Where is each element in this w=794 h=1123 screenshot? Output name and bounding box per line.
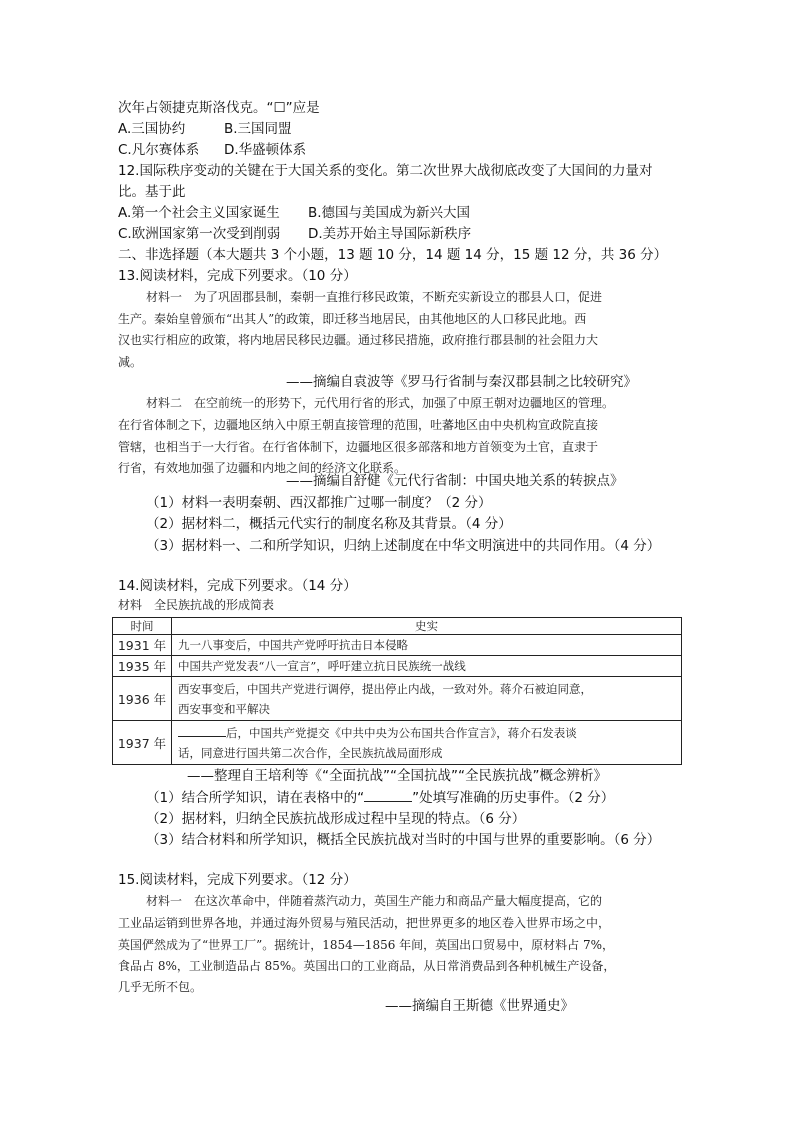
q15-source1: ——摘编自王斯德《世界通史》 [385, 998, 574, 1014]
q11-option-d[interactable]: D.华盛顿体系 [224, 142, 307, 158]
row-fact-line: 西安事变后，中国共产党进行调停，提出停止内战，一致对外。蒋介石被迫同意， [178, 681, 592, 696]
row-fact-text: 后，中国共产党提交《中共中央为公布国共合作宣言》，蒋介石发表谈 [226, 725, 577, 740]
q13-question3: （3）据材料一、二和所学知识，归纳上述制度在中华文明演进中的共同作用。（4 分） [146, 538, 661, 554]
q13-material2-line4: 行省，有效地加强了边疆和内地之间的经济文化联系。 [118, 461, 407, 475]
row-fact: 九一八事变后，中国共产党呼吁抗击日本侵略 [172, 635, 682, 656]
q11-option-b[interactable]: B.三国同盟 [224, 121, 292, 137]
table-header-row [113, 618, 682, 635]
q12-option-a[interactable]: A.第一个社会主义国家诞生 [118, 205, 280, 221]
table-row [113, 635, 682, 656]
q11-options-row1 [118, 119, 292, 139]
table-row [113, 677, 682, 721]
q14-question1-blank [364, 789, 412, 802]
table-row [113, 721, 682, 765]
q13-question1: （1）材料一表明秦朝、西汉都推广过哪一制度？（2 分） [146, 495, 492, 511]
q12-option-b[interactable]: B.德国与美国成为新兴大国 [308, 205, 471, 221]
table-row [113, 656, 682, 677]
q13-material1-line3: 汉也实行相应的政策，将内地居民移民边疆。通过移民措施，政府推行郡县制的社会阻力大 [118, 333, 599, 347]
q11-option-c[interactable]: C.凡尔赛体系 [118, 142, 200, 158]
q15-material1-line2: 工业品运销到世界各地，并通过海外贸易与殖民活动，把世界更多的地区卷入世界市场之中， [118, 916, 611, 930]
q12-option-d[interactable]: D.美苏开始主导国际新秩序 [308, 226, 472, 242]
q13-material1-line4: 减。 [118, 355, 143, 369]
q13-source2: ——摘编自舒健《元代行省制：中国央地关系的转捩点》 [286, 473, 624, 489]
q15-material1-line4: 食品占 8%，工业制造品占 85%。英国出口的工业商品，从日常消费品到各种机械生产设备， [118, 959, 616, 973]
q12-options-row1 [118, 203, 470, 223]
row-year: 1935 年 [113, 656, 172, 677]
q13-material2-line2: 在行省体制之下，边疆地区纳入中原王朝直接管理的范围，吐蕃地区由中央机构宣政院直接 [118, 418, 599, 432]
q13-prompt: 13.阅读材料，完成下列要求。（10 分） [118, 268, 357, 284]
row-year: 1936 年 [113, 677, 172, 721]
fill-in-blank[interactable] [178, 724, 226, 737]
q13-material2-line1: 材料二 在空前统一的形势下，元代用行省的形式，加强了中原王朝对边疆地区的管理。 [146, 396, 615, 410]
row-fact [172, 677, 682, 721]
q15-prompt: 15.阅读材料，完成下列要求。（12 分） [118, 872, 357, 888]
q13-material1-line1: 材料一 为了巩固郡县制，秦朝一直推行移民政策，不断充实新设立的郡县人口，促进 [146, 290, 603, 304]
q14-question3: （3）结合材料和所学知识，概括全民族抗战对当时的中国与世界的重要影响。（6 分） [146, 832, 661, 848]
q11-option-a[interactable]: A.三国协约 [118, 121, 186, 137]
q12-stem-line2: 比。基于此 [118, 184, 186, 200]
q11-stem-tail: 次年占领捷克斯洛伐克。“☐”应是 [118, 100, 320, 116]
q15-material1-line3: 英国俨然成为了“世界工厂”。据统计，1854—1856 年间，英国出口贸易中，原材料占 7%， [118, 938, 615, 952]
row-fact-line: 话，同意进行国共第二次合作，全民族抗战局面形成 [178, 745, 443, 760]
q14-table-caption: 材料 全民族抗战的形成简表 [118, 598, 275, 612]
q12-options-row2 [118, 224, 471, 244]
q14-question2: （2）据材料，归纳全民族抗战形成过程中呈现的特点。（6 分） [146, 811, 526, 827]
q13-material1-line2: 生产。秦始皇曾颁布“出其人”的政策，即迁移当地居民，由其他地区的人口移民此地。西 [118, 312, 587, 326]
q14-question1-prefix: （1）结合所学知识，请在表格中的“ [146, 790, 365, 806]
q15-material1-line1: 材料一 在这次革命中，伴随着蒸汽动力，英国生产能力和商品产量大幅度提高，它的 [146, 894, 603, 908]
q14-question1 [146, 788, 614, 808]
table-header-time: 时间 [113, 618, 172, 635]
q14-source: ——整理自王培利等《“全面抗战”“全国抗战”“全民族抗战”概念辨析》 [187, 768, 607, 784]
section2-heading: 二、非选择题（本大题共 3 个小题，13 题 10 分，14 题 14 分，15 题 12 分，共 36 分） [118, 247, 668, 263]
row-year: 1937 年 [113, 721, 172, 765]
table-header-fact: 史实 [172, 618, 682, 635]
row-fact [172, 721, 682, 765]
row-year: 1931 年 [113, 635, 172, 656]
q12-stem-line1: 12.国际秩序变动的关键在于大国关系的变化。第二次世界大战彻底改变了大国间的力量对 [118, 163, 653, 179]
q14-question1-suffix: ”处填写准确的历史事件。（2 分） [412, 790, 615, 806]
row-fact-line: 西安事变和平解决 [178, 701, 270, 716]
q15-material1-line5: 几乎无所不包。 [118, 980, 203, 994]
row-fact: 中国共产党发表“八一宣言”，呼吁建立抗日民族统一战线 [172, 656, 682, 677]
q14-table [112, 617, 682, 765]
q13-question2: （2）据材料二，概括元代实行的制度名称及其背景。（4 分） [146, 516, 512, 532]
row-fact-line [178, 723, 675, 743]
q11-options-row2 [118, 140, 306, 160]
q14-prompt: 14.阅读材料，完成下列要求。（14 分） [118, 578, 357, 594]
q12-option-c[interactable]: C.欧洲国家第一次受到削弱 [118, 226, 281, 242]
q13-material2-line3: 管辖，也相当于一大行省。在行省体制下，边疆地区很多部落和地方首领变为土官，直隶于 [118, 440, 599, 454]
q13-source1: ——摘编自袁波等《罗马行省制与秦汉郡县制之比较研究》 [286, 374, 637, 390]
